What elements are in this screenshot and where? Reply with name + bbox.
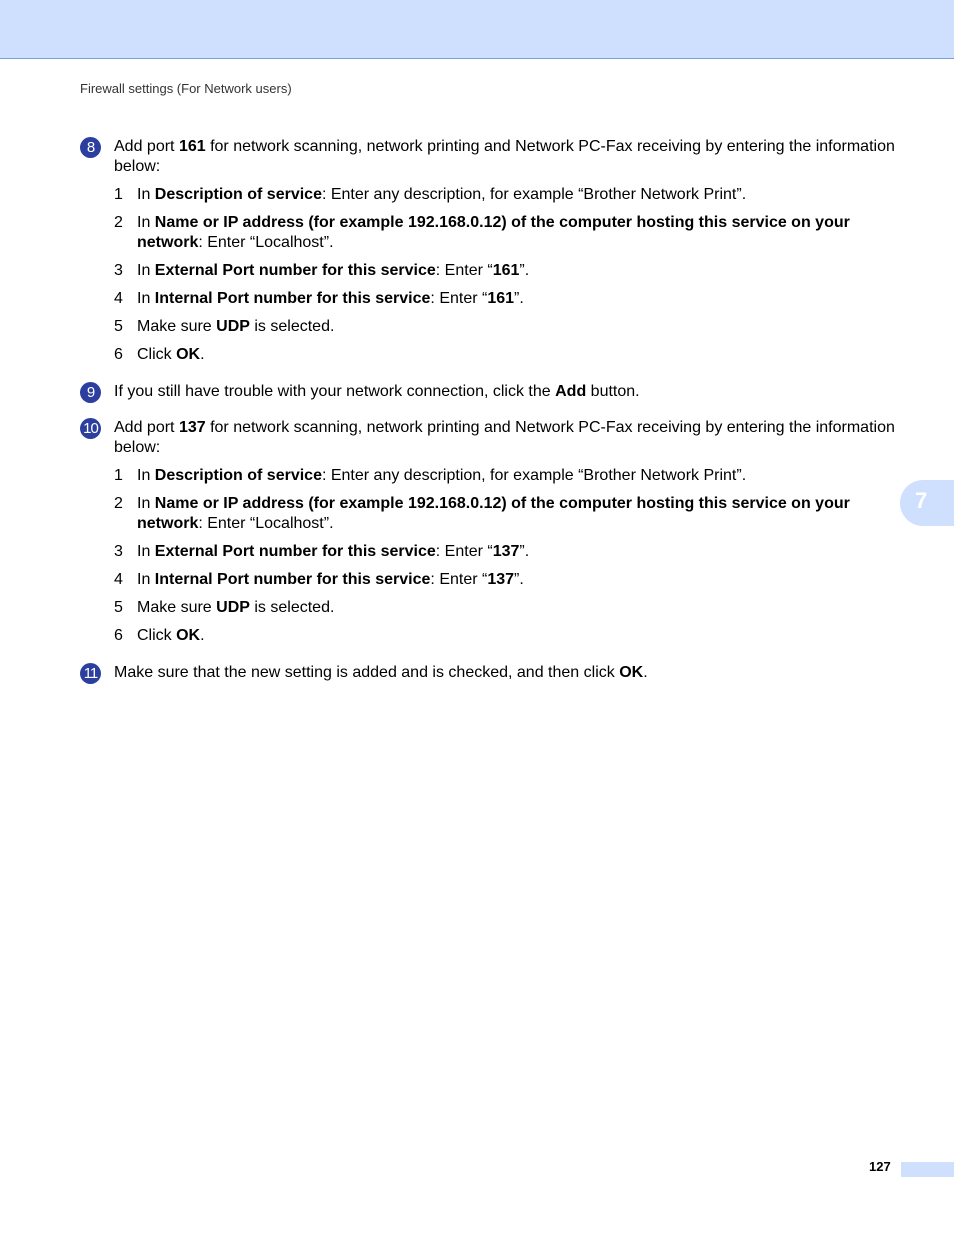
header-band [0, 0, 954, 59]
substep: 1 In Description of service: Enter any description, for example “Brother Network Print”. [114, 186, 747, 203]
step-marker: 8 [80, 137, 101, 158]
substep: 2 In Name or IP address (for example 192.168.0.12) of the computer hosting this service on your network: Enter “Localhost”. [114, 495, 850, 532]
chapter-number: 7 [915, 488, 928, 513]
step-10 [80, 418, 900, 654]
substep: 5 Make sure UDP is selected. [114, 318, 335, 335]
footer-bar [901, 1162, 954, 1177]
substep: 3 In External Port number for this service: Enter “161”. [114, 262, 530, 279]
running-header: Firewall settings (For Network users) [80, 81, 292, 96]
step-9 [80, 382, 900, 402]
page-number: 127 [869, 1159, 891, 1174]
step-text: If you still have trouble with your network connection, click the Add button. [114, 383, 640, 400]
step-text: Make sure that the new setting is added and is checked, and then click OK. [114, 664, 648, 681]
substep: 6 Click OK. [114, 346, 205, 363]
substep: 4 In Internal Port number for this service: Enter “161”. [114, 290, 524, 307]
step-text: Add port 161 for network scanning, network printing and Network PC-Fax receiving by entering the information below: [114, 138, 895, 175]
substep: 1 In Description of service: Enter any description, for example “Brother Network Print”. [114, 467, 747, 484]
step-marker: 11 [80, 663, 101, 684]
substep-list [114, 185, 900, 365]
step-11 [80, 663, 900, 683]
substep: 5 Make sure UDP is selected. [114, 599, 335, 616]
substep: 4 In Internal Port number for this service: Enter “137”. [114, 571, 524, 588]
chapter-tab [900, 480, 954, 526]
step-marker: 10 [80, 418, 101, 439]
substep-list [114, 466, 900, 646]
step-text: Add port 137 for network scanning, network printing and Network PC-Fax receiving by entering the information below: [114, 419, 895, 456]
substep: 3 In External Port number for this service: Enter “137”. [114, 543, 530, 560]
substep: 6 Click OK. [114, 627, 205, 644]
substep: 2 In Name or IP address (for example 192.168.0.12) of the computer hosting this service on your network: Enter “Localhost”. [114, 214, 850, 251]
step-marker: 9 [80, 382, 101, 403]
step-8 [80, 137, 900, 373]
